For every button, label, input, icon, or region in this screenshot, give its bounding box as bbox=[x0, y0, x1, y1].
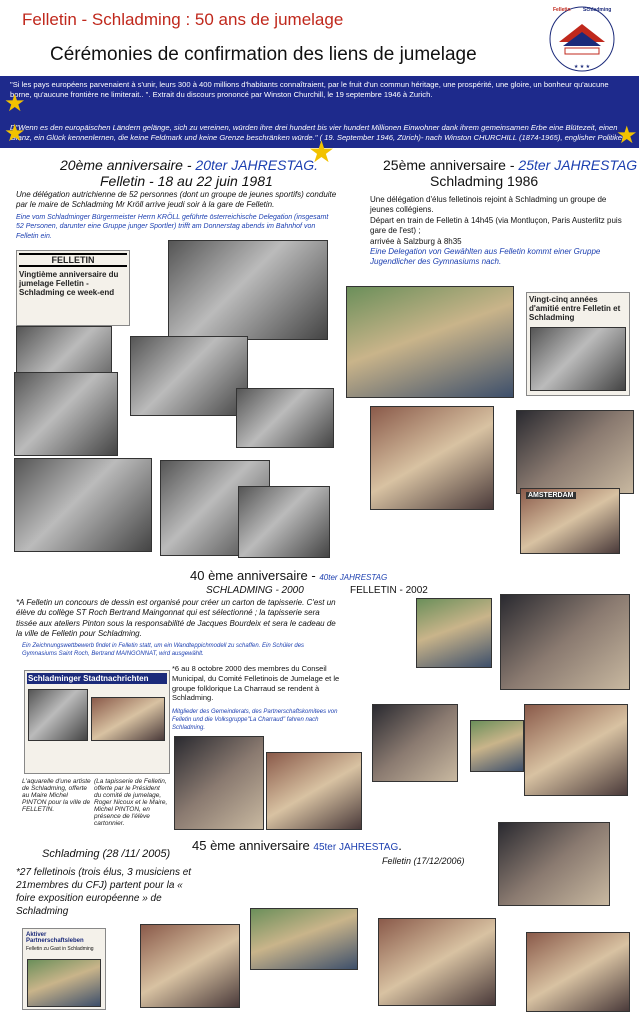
photo bbox=[416, 598, 492, 668]
photo bbox=[140, 924, 240, 1008]
sec40-newspaper-clip bbox=[24, 670, 170, 774]
photo bbox=[526, 932, 630, 1012]
sec25-text-de: Eine Delegation von Gewählten aus Felletin kommt einer Gruppe Jugendlicher des Gymnasiums nach. bbox=[370, 246, 601, 267]
sec20-text-de: Eine vom Schladminger Bürgermeister Herrn KRÖLL geführte österreichische Delegation (insgesamt 52 Personen, darunter eine Gruppe junger Sportler) trifft am Donnerstag abends im Bahnhof von Felletin ein. bbox=[16, 214, 329, 240]
sec45-text-fr: *27 felletinois (trois élus, 3 musiciens et 21membres du CFJ) partent pour la « foire exposition européenne » de Schladming bbox=[16, 867, 192, 917]
sec25-sign: AMSTERDAM bbox=[528, 492, 574, 499]
photo bbox=[14, 458, 152, 552]
photo bbox=[266, 752, 362, 830]
sec45-badge-sub: Felletin zu Gast in Schladming bbox=[26, 946, 94, 952]
svg-text:★ ★ ★: ★ ★ ★ bbox=[573, 64, 591, 70]
sec40-title-de: 40ter JAHRESTAG bbox=[319, 573, 388, 582]
photo bbox=[530, 327, 626, 391]
sec45-title-end: . bbox=[398, 838, 402, 853]
logo-label-right: Schladming bbox=[583, 7, 612, 13]
sec25-title-de: 25ter JAHRESTAG bbox=[518, 157, 638, 173]
sec40-place2: FELLETIN - 2002 bbox=[350, 585, 428, 596]
star-icon: ★ bbox=[616, 122, 638, 149]
quote-french: "Si les pays européens parvenaient à s'unir, leurs 300 à 400 millions d'habitants connaîtraient, par le fruit d'un commun héritage, une prospérité, une gloire, un bonheur qu'aucune borne, qu'aucune frontière ne limiterait.. ". Extrait du discours prononcé par Winston Churchill, le 19 septembre 1946 à Zurich. bbox=[10, 80, 609, 99]
photo bbox=[91, 697, 165, 741]
photo bbox=[174, 736, 264, 830]
page-title: Felletin - Schladming : 50 ans de jumelage bbox=[22, 10, 344, 29]
sec45-place1: Schladming (28 /11/ 2005) bbox=[42, 848, 171, 860]
logo-label-left: Felletin bbox=[553, 7, 571, 13]
star-icon: ★ bbox=[308, 136, 335, 169]
sec20-subtitle: Felletin - 18 au 22 juin 1981 bbox=[100, 173, 273, 189]
sec20-title-fr: 20ème anniversaire - bbox=[60, 157, 196, 173]
sec40-text-de: Ein Zeichnungswettbewerb findet in Felletin statt, um ein Wandteppichmodell zu schaffen. Ein Schüler des Gymnasiums Saint Roch, Bertrand MAINGONNAT, wird ausgewählt. bbox=[22, 643, 305, 658]
sec25-text-fr2: Départ en train de Felletin à 14h45 (via Montluçon, Paris Austerlitz puis gare de l'est) ; bbox=[370, 215, 622, 236]
sec40-clip-title: Schladminger Stadtnachrichten bbox=[27, 673, 167, 684]
photo bbox=[28, 689, 88, 741]
star-icon: ★ bbox=[4, 120, 26, 147]
twinning-logo-icon bbox=[545, 4, 619, 74]
sec40-caption2: (La tapisserie de Felletin, offerte par le Président du comité de jumelage, Roger Nicoux et le Maire, Michel PINTON, en présence de l'élève cartonnier. bbox=[94, 778, 168, 827]
photo bbox=[14, 372, 118, 456]
photo bbox=[238, 486, 330, 558]
sec25-heading bbox=[383, 157, 637, 173]
sec40-text2-fr: *6 au 8 octobre 2000 des membres du Conseil Municipal, du Comité Felletinois de Jumelage et le groupe folklorique La Charraud se rendent à Schladming. bbox=[172, 664, 340, 703]
photo bbox=[500, 594, 630, 690]
sec40-heading bbox=[190, 568, 387, 583]
sec20-clip-title: Vingtième anniversaire du jumelage Felletin - Schladming ce week-end bbox=[19, 270, 119, 297]
photo bbox=[498, 822, 610, 906]
sec40-title-fr: 40 ème anniversaire - bbox=[190, 568, 320, 583]
sec40-caption1: L'aquarelle d'une artiste de Schladming, offerte au Maire Michel PINTON pour la ville de FELLETIN. bbox=[22, 778, 91, 813]
sec40-text2-de: Mitglieder des Gemeinderats, des Partnerschaftskomitees von Felletin und die Volksgruppe"La Charraud" fahren nach Schladming. bbox=[172, 709, 338, 732]
sec45-place2: Felletin (17/12/2006) bbox=[382, 856, 465, 866]
photo bbox=[524, 704, 628, 796]
photo bbox=[378, 918, 496, 1006]
sec45-title-fr: 45 ème anniversaire bbox=[192, 838, 314, 853]
sec20-title-de: 20ter JAHRESTAG. bbox=[195, 157, 319, 173]
sec25-subtitle: Schladming 1986 bbox=[430, 173, 539, 189]
twinning-logo bbox=[545, 4, 619, 74]
sec45-badge-title: Aktiver Partnerschaftsleben bbox=[26, 932, 84, 944]
photo bbox=[346, 286, 514, 398]
sec45-heading bbox=[192, 838, 402, 853]
photo bbox=[236, 388, 334, 448]
photo bbox=[370, 406, 494, 510]
sec45-badge bbox=[22, 928, 106, 1010]
sec40-text-fr: *A Felletin un concours de dessin est organisé pour créer un carton de tapisserie. C'est un élève du collège ST Roch Bertrand Maingonnat qui est sélectionné ; la tapisserie sera tissée aux ateliers Pinton sous la responsabilité de Jacques Bourdeix et sera le cadeau de la ville de Felletin pour Schladming. bbox=[16, 598, 336, 639]
photo bbox=[516, 410, 634, 494]
sec25-text-fr1: Une délégation d'élus felletinois rejoint à Schladming un groupe de jeunes collégiens. bbox=[370, 195, 607, 215]
sec40-place1: SCHLADMING - 2000 bbox=[206, 585, 304, 596]
sec25-newspaper-clip bbox=[526, 292, 630, 396]
sec20-text-fr: Une délégation autrichienne de 52 personnes (dont un groupe de jeunes sportifs) conduite par le maire de Schladming Mr Kröll arrive jeudi soir à la gare de Felletin. bbox=[16, 190, 337, 209]
sec20-heading bbox=[60, 157, 318, 173]
sec45-title-de: 45ter JAHRESTAG bbox=[313, 842, 399, 853]
photo bbox=[27, 959, 101, 1007]
sec25-text-fr3: arrivée à Salzburg à 8h35 bbox=[370, 236, 462, 246]
photo bbox=[372, 704, 458, 782]
sec20-clip-head: FELLETIN bbox=[19, 253, 127, 267]
sec25-title-fr: 25ème anniversaire - bbox=[383, 157, 519, 173]
sec20-newspaper-clip bbox=[16, 250, 130, 326]
sec25-text-block bbox=[370, 195, 632, 268]
photo bbox=[168, 240, 328, 340]
photo bbox=[470, 720, 524, 772]
quote-german: D"Wenn es den europäischen Ländern gelänge, sich zu vereinen, würden ihre drei hundert bis vier hundert Millionen Einwohner dank ihrem gemeinsamen Erbe eine Blütezeit, einen Glanz, ein Glück kennenlernen, die keine Feldmark und keine Grenze beschränken würde." ( 19. September 1946, Zürich)- nach Winston CHURCHILL (1874-1965), englisher Politiker. bbox=[10, 123, 627, 142]
photo bbox=[130, 336, 248, 416]
photo bbox=[250, 908, 358, 970]
sec25-clip-title: Vingt-cinq années d'amitié entre Felletin et Schladming bbox=[529, 295, 621, 322]
page-subtitle: Cérémonies de confirmation des liens de jumelage bbox=[50, 44, 477, 65]
star-icon: ★ bbox=[4, 90, 26, 117]
